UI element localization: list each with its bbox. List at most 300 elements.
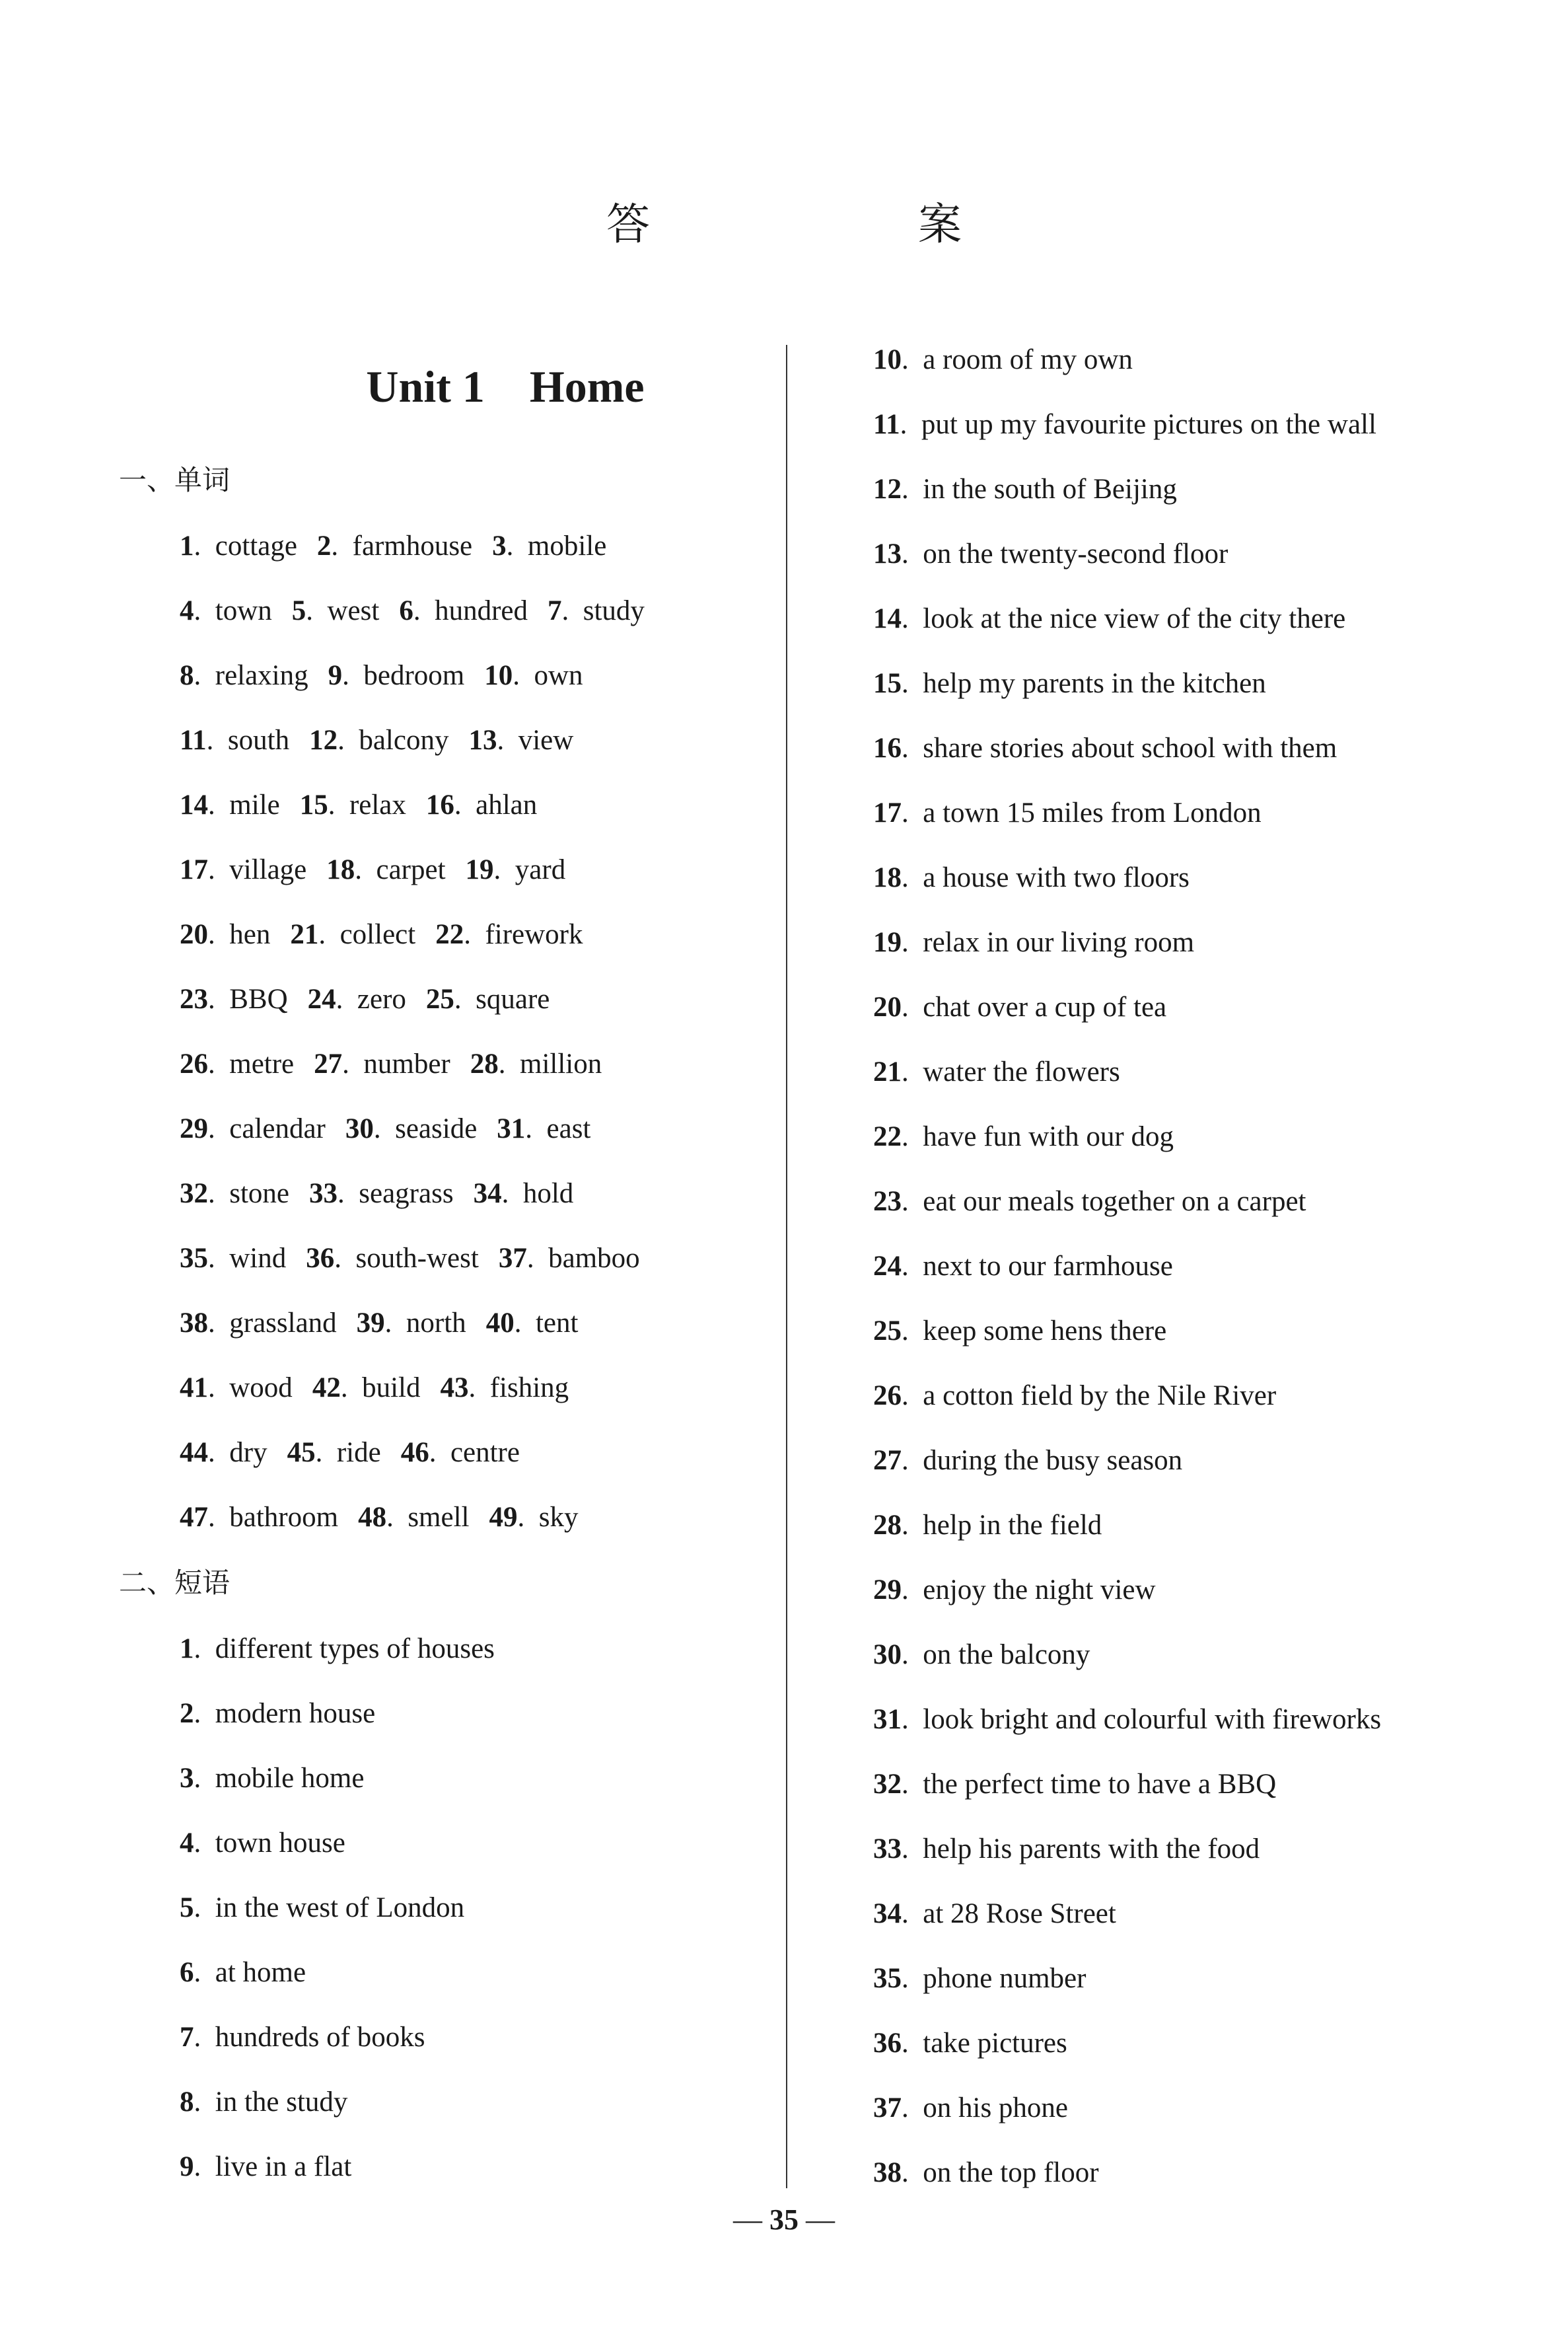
item-number: 3 [180, 1763, 194, 1794]
item-number: 31 [873, 1704, 902, 1735]
item-dot: . [208, 1437, 215, 1468]
item-dot: . [468, 1372, 476, 1403]
item-dot: . [902, 668, 909, 699]
phrase-row [180, 1759, 364, 1798]
item-text: keep some hens there [923, 1315, 1167, 1347]
item-dot: . [318, 919, 326, 950]
item-dot: . [306, 595, 313, 626]
answer-item [873, 1898, 1116, 1929]
phrase-row [180, 1888, 464, 1928]
answer-item [873, 2028, 1067, 2059]
item-number: 11 [873, 409, 900, 440]
item-dot: . [336, 984, 343, 1015]
answer-item [180, 1372, 293, 1403]
item-number: 23 [180, 984, 208, 1015]
item-number: 8 [180, 660, 194, 691]
item-dot: . [194, 1957, 201, 1988]
phrase-row [873, 1441, 1182, 1481]
answer-item [317, 531, 472, 562]
phrase-row [180, 1694, 375, 1734]
phrase-row [180, 2018, 425, 2057]
item-text: relax [349, 790, 406, 821]
item-text: own [534, 660, 583, 691]
item-dot: . [194, 1892, 201, 1923]
item-number: 22 [873, 1121, 902, 1152]
item-text: relax in our living room [923, 927, 1195, 958]
phrase-row [873, 1376, 1276, 1416]
item-dot: . [206, 725, 214, 756]
item-number: 6 [399, 595, 413, 626]
item-dot: . [525, 1113, 533, 1144]
item-number: 1 [180, 1633, 194, 1664]
item-number: 26 [873, 1380, 902, 1411]
item-dot: . [334, 1243, 341, 1274]
phrase-row [180, 1629, 495, 1669]
phrase-row [873, 2024, 1067, 2063]
item-number: 15 [873, 668, 902, 699]
phrase-row [873, 2088, 1068, 2128]
phrase-row [873, 729, 1337, 768]
item-number: 12 [309, 725, 338, 756]
answer-item [484, 660, 583, 691]
answer-item [180, 1049, 294, 1080]
answer-item [873, 344, 1133, 375]
item-text: bathroom [229, 1502, 339, 1533]
item-dot: . [902, 1121, 909, 1152]
item-number: 28 [470, 1049, 499, 1080]
item-text: help his parents with the food [923, 1833, 1260, 1864]
answer-item [292, 595, 380, 626]
item-dot: . [342, 1049, 349, 1080]
item-text: town house [215, 1827, 345, 1859]
item-dot: . [902, 2157, 909, 2188]
phrase-row [180, 2083, 347, 2122]
answer-item [873, 2157, 1099, 2188]
item-number: 14 [873, 603, 902, 634]
item-number: 17 [180, 854, 208, 885]
item-dot: . [902, 862, 909, 893]
item-text: next to our farmhouse [923, 1251, 1173, 1282]
item-number: 39 [356, 1308, 385, 1339]
phrase-row [873, 1894, 1116, 1934]
answer-item [435, 919, 583, 950]
item-number: 1 [180, 531, 194, 562]
answer-item [180, 1308, 337, 1339]
phrase-row [873, 1506, 1102, 1545]
answer-item [180, 725, 289, 756]
item-number: 9 [180, 2151, 194, 2182]
item-number: 32 [873, 1769, 902, 1800]
item-text: mile [229, 790, 280, 821]
item-dot: . [902, 797, 909, 829]
item-number: 17 [873, 797, 902, 829]
answer-item [873, 1315, 1166, 1347]
item-number: 18 [873, 862, 902, 893]
answer-item [426, 790, 537, 821]
item-text: during the busy season [923, 1445, 1183, 1476]
item-number: 38 [873, 2157, 902, 2188]
item-number: 45 [287, 1437, 316, 1468]
item-dot: . [315, 1437, 323, 1468]
answer-item [873, 474, 1177, 505]
item-dot: . [194, 1827, 201, 1859]
item-dot: . [902, 1639, 909, 1670]
item-number: 4 [180, 595, 194, 626]
item-text: live in a flat [215, 2151, 352, 2182]
item-dot: . [208, 1372, 215, 1403]
item-dot: . [340, 1372, 348, 1403]
page-footer [0, 2200, 1568, 2240]
answer-item [470, 1049, 602, 1080]
item-text: in the south of Beijing [923, 474, 1177, 505]
vocab-row [180, 1239, 640, 1278]
item-dot: . [902, 1186, 909, 1217]
answer-item [873, 1121, 1174, 1152]
phrase-row [180, 1824, 345, 1863]
item-text: on the top floor [923, 2157, 1099, 2188]
answer-item [873, 603, 1345, 634]
footer-dash-right: — [806, 2203, 835, 2236]
answer-item [300, 790, 406, 821]
item-dot: . [902, 1445, 909, 1476]
answer-item [180, 984, 288, 1015]
vocab-row [180, 1433, 520, 1473]
item-text: number [363, 1049, 450, 1080]
item-text: help in the field [923, 1510, 1102, 1541]
item-dot: . [208, 790, 215, 821]
vocab-row [180, 786, 537, 825]
item-number: 2 [316, 531, 332, 562]
item-dot: . [902, 1380, 909, 1411]
item-number: 19 [873, 927, 902, 958]
item-text: grassland [229, 1308, 337, 1339]
item-number: 41 [180, 1372, 208, 1403]
item-dot: . [328, 790, 336, 821]
answer-item [873, 862, 1190, 893]
vocab-row [180, 1045, 602, 1084]
answer-item [466, 854, 566, 885]
answer-item [180, 790, 280, 821]
item-text: zero [357, 984, 406, 1015]
item-text: hold [522, 1178, 574, 1209]
item-dot: . [900, 409, 908, 440]
answer-item [180, 595, 272, 626]
item-dot: . [413, 595, 421, 626]
item-number: 24 [873, 1251, 902, 1282]
answer-item [548, 595, 645, 626]
phrase-row [873, 1117, 1174, 1157]
answer-item [180, 1892, 464, 1923]
phrase-row [873, 1182, 1306, 1222]
item-text: yard [515, 854, 566, 885]
item-text: water the flowers [923, 1056, 1120, 1088]
vocab-row [180, 850, 565, 890]
answer-item [309, 725, 448, 756]
item-dot: . [194, 660, 201, 691]
answer-item [180, 1698, 375, 1729]
item-number: 47 [180, 1502, 208, 1533]
item-text: help my parents in the kitchen [923, 668, 1266, 699]
item-dot: . [513, 660, 520, 691]
answer-item [426, 984, 550, 1015]
item-dot: . [194, 595, 201, 626]
item-number: 30 [345, 1113, 374, 1144]
answer-item [312, 1372, 421, 1403]
item-dot: . [902, 474, 909, 505]
phrase-row [873, 858, 1190, 898]
item-dot: . [514, 1308, 522, 1339]
answer-item [180, 919, 270, 950]
item-text: mobile home [215, 1763, 365, 1794]
answer-item [180, 660, 308, 691]
item-number: 23 [873, 1186, 902, 1217]
item-number: 14 [180, 790, 208, 821]
phrase-row [873, 1052, 1120, 1092]
item-number: 37 [498, 1243, 527, 1274]
answer-item [499, 1243, 640, 1274]
item-dot: . [902, 1704, 909, 1735]
vocab-row [180, 1368, 569, 1408]
item-dot: . [902, 1056, 909, 1088]
answer-item [309, 1178, 454, 1209]
item-number: 25 [425, 984, 454, 1015]
answer-item [873, 1963, 1086, 1994]
item-text: ride [336, 1437, 381, 1468]
item-text: hen [229, 919, 271, 950]
item-text: at 28 Rose Street [923, 1898, 1116, 1929]
item-dot: . [208, 1178, 215, 1209]
item-dot: . [902, 344, 909, 375]
item-number: 29 [873, 1574, 902, 1605]
item-text: metre [229, 1049, 295, 1080]
item-text: different types of houses [215, 1633, 495, 1664]
item-dot: . [338, 1178, 345, 1209]
vocab-row [180, 721, 573, 760]
phrase-row [180, 2147, 351, 2187]
item-dot: . [902, 733, 909, 764]
phrase-row [873, 599, 1345, 639]
item-text: dry [229, 1437, 267, 1468]
item-number: 31 [497, 1113, 526, 1144]
item-number: 20 [873, 992, 902, 1023]
item-number: 6 [180, 1957, 194, 1988]
item-number: 35 [180, 1243, 208, 1274]
phrase-row [873, 535, 1228, 574]
item-text: on his phone [923, 2092, 1069, 2123]
item-number: 33 [873, 1833, 902, 1864]
answer-item [468, 725, 573, 756]
item-dot: . [902, 2092, 909, 2123]
item-number: 46 [400, 1437, 429, 1468]
answer-item [873, 1510, 1102, 1541]
vocab-row [180, 1109, 590, 1149]
item-dot: . [194, 531, 201, 562]
item-dot: . [902, 603, 909, 634]
phrase-row [873, 1570, 1156, 1610]
item-dot: . [561, 595, 569, 626]
answer-item [287, 1437, 381, 1468]
item-dot: . [386, 1502, 394, 1533]
item-number: 10 [484, 660, 513, 691]
item-text: square [476, 984, 550, 1015]
item-dot: . [464, 919, 471, 950]
item-dot: . [208, 919, 215, 950]
item-text: town [215, 595, 272, 626]
item-number: 27 [314, 1049, 343, 1080]
answer-item [180, 1633, 495, 1664]
answer-item [873, 2092, 1068, 2123]
item-text: calendar [229, 1113, 326, 1144]
item-text: smell [408, 1502, 470, 1533]
item-number: 36 [873, 2028, 902, 2059]
page-title: 答 案 [606, 199, 1074, 250]
item-dot: . [902, 1510, 909, 1541]
item-dot: . [208, 984, 215, 1015]
answer-item [873, 1186, 1306, 1217]
vocab-row [180, 1304, 578, 1343]
item-text: on the twenty-second floor [923, 538, 1229, 570]
item-number: 40 [485, 1308, 515, 1339]
item-dot: . [342, 660, 349, 691]
item-text: on the balcony [923, 1639, 1090, 1670]
item-text: ahlan [476, 790, 538, 821]
item-dot: . [208, 1113, 215, 1144]
item-text: south-west [355, 1243, 479, 1274]
item-text: hundreds of books [215, 2022, 425, 2053]
answer-item [358, 1502, 469, 1533]
item-dot: . [338, 725, 345, 756]
item-dot: . [373, 1113, 381, 1144]
answer-item [873, 1056, 1120, 1088]
item-text: village [229, 854, 307, 885]
item-number: 42 [312, 1372, 341, 1403]
item-number: 22 [435, 919, 464, 950]
answer-item [357, 1308, 466, 1339]
item-dot: . [902, 992, 909, 1023]
item-dot: . [194, 1633, 201, 1664]
vocab-row [180, 527, 606, 566]
answer-item [873, 409, 1376, 440]
item-dot: . [902, 1833, 909, 1864]
answer-item [489, 1502, 578, 1533]
item-number: 32 [180, 1178, 208, 1209]
footer-dash-left: — [733, 2203, 762, 2236]
item-number: 7 [180, 2022, 194, 2053]
item-number: 11 [180, 725, 207, 756]
item-dot: . [194, 2022, 201, 2053]
item-number: 9 [328, 660, 343, 691]
answer-item [326, 854, 445, 885]
item-text: bedroom [363, 660, 465, 691]
answer-item [873, 1380, 1276, 1411]
item-number: 13 [468, 725, 497, 756]
item-dot: . [506, 531, 514, 562]
phrase-row [873, 1311, 1166, 1351]
item-number: 18 [326, 854, 355, 885]
phrase-row [873, 405, 1376, 445]
item-dot: . [429, 1437, 437, 1468]
answer-item [180, 2022, 425, 2053]
item-number: 21 [873, 1056, 902, 1088]
answer-item [401, 1437, 520, 1468]
item-text: modern house [215, 1698, 376, 1729]
item-text: south [227, 725, 290, 756]
item-text: firework [485, 919, 583, 950]
item-dot: . [454, 790, 462, 821]
item-number: 5 [180, 1892, 194, 1923]
item-text: sky [538, 1502, 579, 1533]
answer-item [440, 1372, 569, 1403]
item-number: 28 [873, 1510, 902, 1541]
item-number: 7 [547, 595, 562, 626]
item-number: 8 [180, 2086, 194, 2118]
item-text: view [518, 725, 574, 756]
item-text: BBQ [229, 984, 288, 1015]
item-dot: . [497, 725, 505, 756]
phrase-row [873, 988, 1166, 1027]
item-number: 25 [873, 1315, 902, 1347]
item-number: 44 [180, 1437, 208, 1468]
item-text: build [362, 1372, 421, 1403]
item-dot: . [902, 538, 909, 570]
answer-item [873, 1639, 1090, 1670]
section-heading-vocabulary: 一、单词 [119, 464, 231, 496]
unit-title: Unit 1 Home [366, 361, 645, 412]
phrase-row [873, 923, 1194, 963]
phrase-row [873, 1959, 1086, 1999]
item-number: 3 [492, 531, 507, 562]
answer-item [180, 1437, 267, 1468]
item-dot: . [526, 1243, 534, 1274]
item-text: west [327, 595, 380, 626]
answer-item [873, 1445, 1182, 1476]
item-number: 49 [489, 1502, 518, 1533]
item-number: 30 [873, 1639, 902, 1670]
item-text: enjoy the night view [923, 1574, 1156, 1605]
phrase-row [873, 470, 1177, 509]
item-number: 5 [291, 595, 306, 626]
item-dot: . [194, 1698, 201, 1729]
item-number: 19 [465, 854, 494, 885]
item-text: a cotton field by the Nile River [923, 1380, 1277, 1411]
item-dot: . [902, 927, 909, 958]
phrase-row [873, 1247, 1173, 1286]
item-dot: . [208, 1502, 215, 1533]
item-text: in the study [215, 2086, 348, 2118]
answer-item [873, 927, 1194, 958]
item-number: 27 [873, 1445, 902, 1476]
vocab-row [180, 656, 583, 696]
item-dot: . [902, 1898, 909, 1929]
item-text: chat over a cup of tea [923, 992, 1167, 1023]
column-divider [786, 345, 787, 2188]
item-text: a house with two floors [923, 862, 1190, 893]
answer-item [180, 2086, 347, 2118]
item-number: 20 [180, 919, 208, 950]
item-number: 13 [873, 538, 902, 570]
item-number: 35 [873, 1963, 902, 1994]
item-number: 16 [425, 790, 454, 821]
answer-item [873, 1704, 1381, 1735]
item-number: 34 [473, 1178, 502, 1209]
item-dot: . [331, 531, 339, 562]
answer-item [873, 733, 1337, 764]
item-dot: . [902, 2028, 909, 2059]
item-number: 36 [306, 1243, 335, 1274]
answer-item [399, 595, 528, 626]
item-text: seagrass [359, 1178, 454, 1209]
item-dot: . [493, 854, 501, 885]
